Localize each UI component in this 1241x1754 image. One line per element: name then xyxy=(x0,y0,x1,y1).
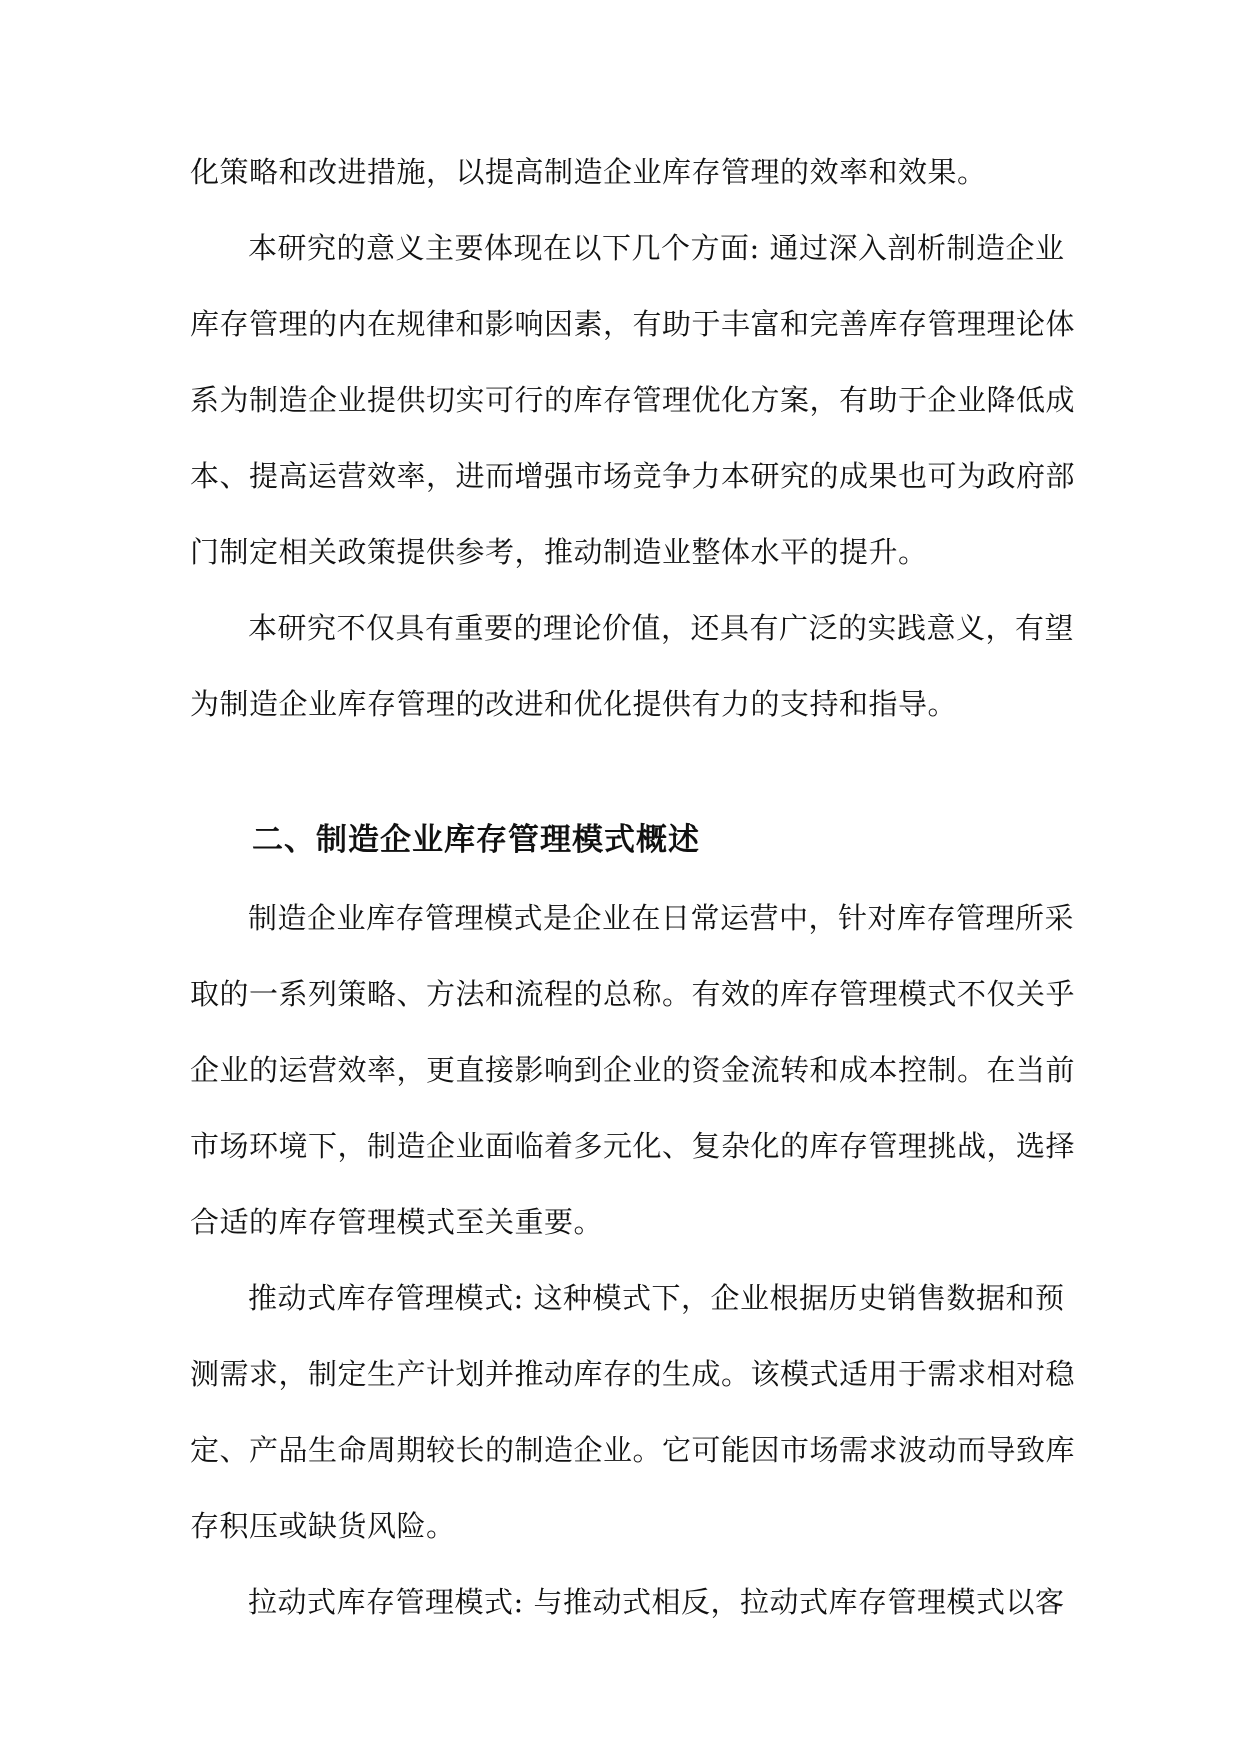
paragraph-push-model xyxy=(190,1272,1076,1576)
paragraph-pull-model xyxy=(190,1576,1065,1652)
text-line: 系为制造企业提供切实可行的库存管理优化方案，有助于企业降低成 xyxy=(190,383,1076,417)
text-line: 推动式库存管理模式: 这种模式下，企业根据历史销售数据和预 xyxy=(248,1281,1065,1315)
text-line: 测需求，制定生产计划并推动库存的生成。该模式适用于需求相对稳 xyxy=(190,1357,1076,1391)
text-line: 为制造企业库存管理的改进和优化提供有力的支持和指导。 xyxy=(190,687,958,721)
text-line: 本研究不仅具有重要的理论价值，还具有广泛的实践意义，有望 xyxy=(248,611,1075,645)
paragraph-research-value xyxy=(190,602,1075,754)
text-line: 合适的库存管理模式至关重要。 xyxy=(190,1205,604,1239)
text-line: 存积压或缺货风险。 xyxy=(190,1509,456,1543)
text-line: 取的一系列策略、方法和流程的总称。有效的库存管理模式不仅关乎 xyxy=(190,977,1076,1011)
text-line: 拉动式库存管理模式: 与推动式相反，拉动式库存管理模式以客 xyxy=(248,1585,1065,1619)
text-line: 制造企业库存管理模式是企业在日常运营中，针对库存管理所采 xyxy=(248,901,1075,935)
section-gap xyxy=(190,754,1058,812)
text-line: 本、提高运营效率，进而增强市场竞争力本研究的成果也可为政府部 xyxy=(190,459,1076,493)
paragraph-research-significance xyxy=(190,222,1076,602)
paragraph-continuation xyxy=(190,146,1058,222)
text-line: 门制定相关政策提供参考，推动制造业整体水平的提升。 xyxy=(190,535,928,569)
text-line: 企业的运营效率，更直接影响到企业的资金流转和成本控制。在当前 xyxy=(190,1053,1076,1087)
paragraph-management-model-overview xyxy=(190,892,1076,1272)
text-line: 市场环境下，制造企业面临着多元化、复杂化的库存管理挑战，选择 xyxy=(190,1129,1076,1163)
section-heading: 二、制造企业库存管理模式概述 xyxy=(252,822,700,858)
text-line: 化策略和改进措施，以提高制造企业库存管理的效率和效果。 xyxy=(190,155,987,189)
document-body xyxy=(190,146,1076,1652)
text-line: 本研究的意义主要体现在以下几个方面: 通过深入剖析制造企业 xyxy=(248,231,1065,265)
text-line: 定、产品生命周期较长的制造企业。它可能因市场需求波动而导致库 xyxy=(190,1433,1076,1467)
text-line: 库存管理的内在规律和影响因素，有助于丰富和完善库存管理理论体 xyxy=(190,307,1076,341)
